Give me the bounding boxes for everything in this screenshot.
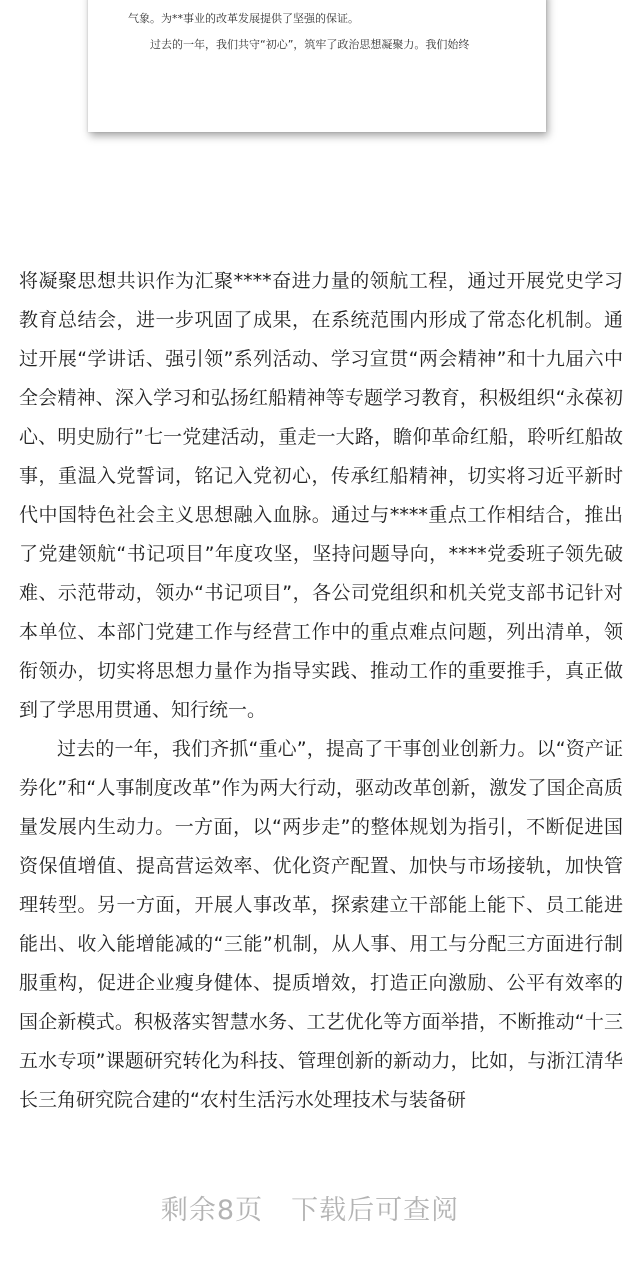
document-body	[19, 262, 623, 1120]
body-paragraph: 过去的一年，我们齐抓“重心”，提高了干事创业创新力。以“资产证券化”和“人事制度改革”作为两大行动，驱动改革创新，激发了国企高质量发展内生动力。一方面，以“两步走”的整体规划为指引，不断促进国资保值增值、提高营运效率、优化资产配置、加快与市场接轨，加快管理转型。另一方面，开展人事改革，探索建立干部能上能下、员工能进能出、收入能增能减的“三能”机制，从人事、用工与分配三方面进行制服重构，促进企业瘦身健体、提质增效，打造正向激励、公平有效率的国企新模式。积极落实智慧水务、工艺优化等方面举措，不断推动“十三五水专项”课题研究转化为科技、管理创新的新动力，比如，与浙江清华长三角研究院合建的“农村生活污水处理技术与装备研	[19, 738, 623, 1111]
preview-text-line: 气象。为**事业的改革发展提供了坚强的保证。	[128, 12, 359, 25]
previous-page-preview	[88, 0, 546, 132]
preview-text-line: 过去的一年，我们共守“初心”，筑牢了政治思想凝聚力。我们始终	[150, 38, 470, 51]
remaining-pages-label: 剩余8页	[160, 1195, 264, 1226]
download-to-view-prompt[interactable]	[0, 1188, 620, 1227]
body-paragraph: 将凝聚思想共识作为汇聚****奋进力量的领航工程，通过开展党史学习教育总结会，进一步巩固了成果，在系统范围内形成了常态化机制。通过开展“学讲话、强引领”系列活动、学习宣贯“两会精神”和十九届六中全会精神、深入学习和弘扬红船精神等专题学习教育，积极组织“永葆初心、明史励行”七一党建活动，重走一大路，瞻仰革命红船，聆听红船故事，重温入党誓词，铭记入党初心，传承红船精神，切实将习近平新时代中国特色社会主义思想融入血脉。通过与****重点工作相结合，推出了党建领航“书记项目”年度攻坚，坚持问题导向，****党委班子领先破难、示范带动，领办“书记项目”，各公司党组织和机关党支部书记针对本单位、本部门党建工作与经营工作中的重点难点问题，列出清单，领衔领办，切实将思想力量作为指导实践、推动工作的重要推手，真正做到了学思用贯通、知行统一。	[19, 270, 623, 721]
download-to-read-label: 下载后可查阅	[291, 1195, 460, 1226]
